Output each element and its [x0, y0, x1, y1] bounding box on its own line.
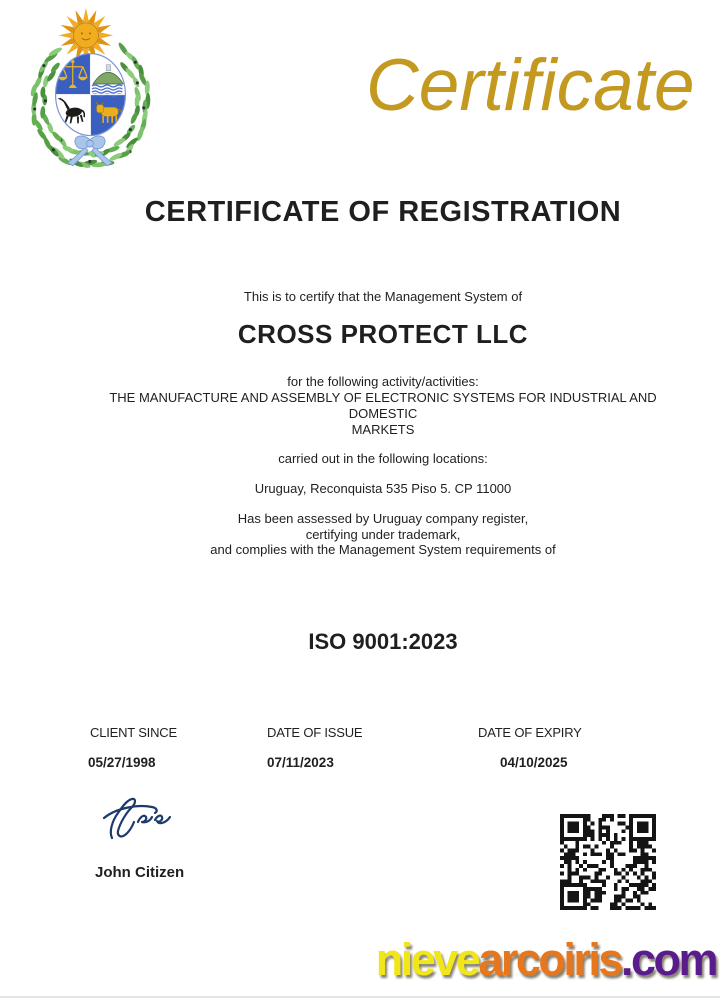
qr-code-icon [560, 814, 656, 910]
activity-line: DOMESTIC [348, 406, 418, 421]
client-since-value: 05/27/1998 [88, 755, 156, 770]
uruguay-coat-of-arms-icon [22, 4, 164, 179]
company-name: CROSS PROTECT LLC [237, 319, 529, 349]
signature-image [96, 792, 184, 853]
date-of-issue-label: DATE OF ISSUE [267, 725, 363, 740]
locations-lead: carried out in the following locations: [278, 451, 488, 466]
intro-text: This is to certify that the Management System of [243, 289, 523, 304]
activity-block [46, 374, 720, 438]
watermark [376, 934, 716, 986]
watermark-part3: .com [620, 934, 716, 985]
assessment-block [46, 511, 720, 558]
address-line: Uruguay, Reconquista 535 Piso 5. CP 11000 [254, 481, 512, 496]
certificate-title: Certificate [366, 45, 695, 126]
signatory-name: John Citizen [95, 864, 185, 881]
date-of-issue-value: 07/11/2023 [267, 755, 334, 770]
activity-lead: for the following activity/activities: [287, 374, 479, 389]
standard-name: ISO 9001:2023 [308, 629, 458, 654]
assessment-line: certifying under trademark, [305, 526, 461, 542]
watermark-part1: nieve [375, 934, 479, 985]
bottom-divider [0, 996, 720, 998]
assessment-line: and complies with the Management System requirements of [210, 542, 556, 557]
activity-line: MARKETS [351, 422, 415, 437]
assessment-line: Has been assessed by Uruguay company register, [237, 511, 529, 526]
client-since-label: CLIENT SINCE [90, 725, 177, 740]
activity-line: THE MANUFACTURE AND ASSEMBLY OF ELECTRONIC SYSTEMS FOR INDUSTRIAL AND [109, 390, 657, 405]
registration-heading: CERTIFICATE OF REGISTRATION [144, 196, 622, 228]
date-of-expiry-label: DATE OF EXPIRY [478, 725, 582, 740]
date-of-expiry-value: 04/10/2025 [500, 755, 568, 770]
watermark-part2: arcoiris [478, 934, 621, 985]
